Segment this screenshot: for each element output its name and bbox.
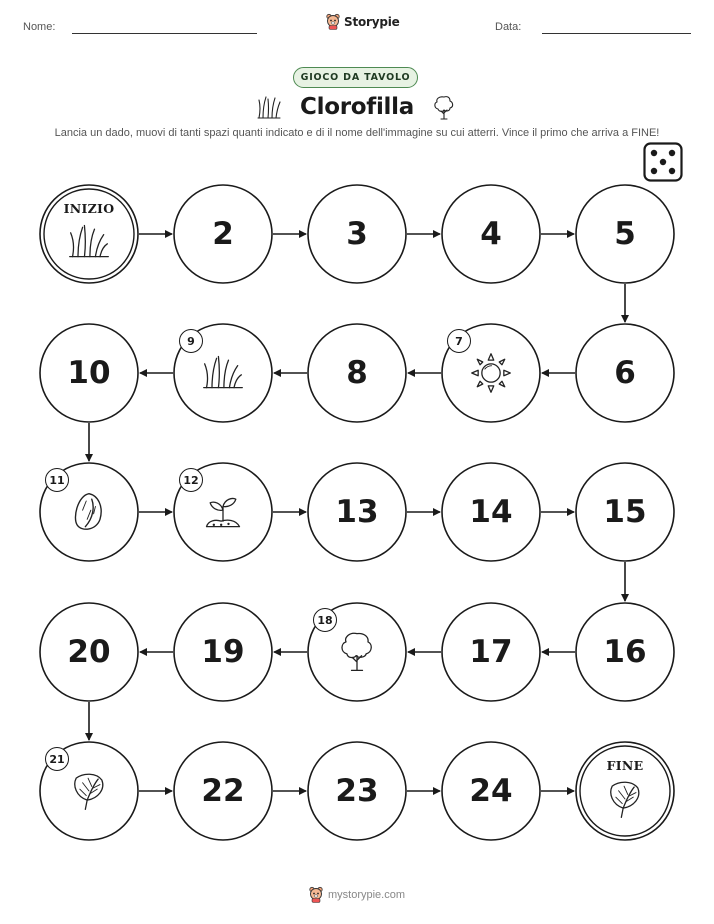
start-label: INIZIO: [63, 201, 115, 216]
board-space-9[interactable]: [173, 323, 273, 423]
space-number-badge: 11: [45, 468, 69, 492]
board-space-10[interactable]: [39, 323, 139, 423]
leaf-icon: [603, 777, 647, 821]
board-space-5[interactable]: [575, 184, 675, 284]
space-number-badge: 18: [313, 608, 337, 632]
board-space-20[interactable]: [39, 602, 139, 702]
finish-label: FINE: [606, 758, 644, 773]
board-space-8[interactable]: [307, 323, 407, 423]
board-space-21[interactable]: [39, 741, 139, 841]
space-number: 8: [346, 355, 368, 391]
board-space-24[interactable]: [441, 741, 541, 841]
space-number-badge: 7: [447, 329, 471, 353]
board-space-4[interactable]: [441, 184, 541, 284]
date-label: Data:: [495, 21, 522, 33]
sprout-icon: [201, 490, 245, 534]
space-number-badge: 9: [179, 329, 203, 353]
space-number: 10: [67, 355, 111, 391]
space-number: 24: [469, 773, 513, 809]
space-number: 6: [614, 355, 636, 391]
board-space-15[interactable]: [575, 462, 675, 562]
brand-name: Storypie: [344, 14, 400, 29]
game-title: Clorofilla: [300, 94, 414, 120]
space-number: 20: [67, 634, 111, 670]
space-number: 4: [480, 216, 502, 252]
space-number: 16: [603, 634, 647, 670]
board-space-19[interactable]: [173, 602, 273, 702]
finish-space[interactable]: [575, 741, 675, 841]
space-number-badge: 21: [45, 747, 69, 771]
space-number: 17: [469, 634, 513, 670]
board-space-18[interactable]: [307, 602, 407, 702]
footer: [0, 886, 714, 903]
tree-icon: [335, 630, 379, 674]
space-number-badge: 12: [179, 468, 203, 492]
board-space-7[interactable]: [441, 323, 541, 423]
board-space-11[interactable]: [39, 462, 139, 562]
space-number: 19: [201, 634, 245, 670]
space-number: 15: [603, 494, 647, 530]
board-space-22[interactable]: [173, 741, 273, 841]
space-number: 13: [335, 494, 379, 530]
sun-icon: [469, 351, 513, 395]
game-type-badge: GIOCO DA TAVOLO: [293, 67, 418, 88]
bear-mascot-icon: [309, 886, 323, 903]
board-space-14[interactable]: [441, 462, 541, 562]
space-number: 3: [346, 216, 368, 252]
board-space-6[interactable]: [575, 323, 675, 423]
board-space-3[interactable]: [307, 184, 407, 284]
space-number: 5: [614, 216, 636, 252]
space-number: 22: [201, 773, 245, 809]
board-space-17[interactable]: [441, 602, 541, 702]
grass-icon: [67, 220, 111, 264]
board-space-2[interactable]: [173, 184, 273, 284]
space-number: 23: [335, 773, 379, 809]
board-space-23[interactable]: [307, 741, 407, 841]
footer-site: mystorypie.com: [327, 888, 406, 901]
board-space-12[interactable]: [173, 462, 273, 562]
space-number: 2: [212, 216, 234, 252]
name-label: Nome:: [23, 21, 56, 33]
start-space[interactable]: [39, 184, 139, 284]
board-space-16[interactable]: [575, 602, 675, 702]
instructions-text: Lancia un dado, muovi di tanti spazi quanti indicato e di il nome dell'immagine su cui atterri. Vince il primo che arriva a FINE!: [54, 127, 660, 139]
space-number: 14: [469, 494, 513, 530]
leaf-icon: [67, 769, 111, 813]
board-space-13[interactable]: [307, 462, 407, 562]
seed-icon: [67, 490, 111, 534]
grass-icon: [201, 351, 245, 395]
